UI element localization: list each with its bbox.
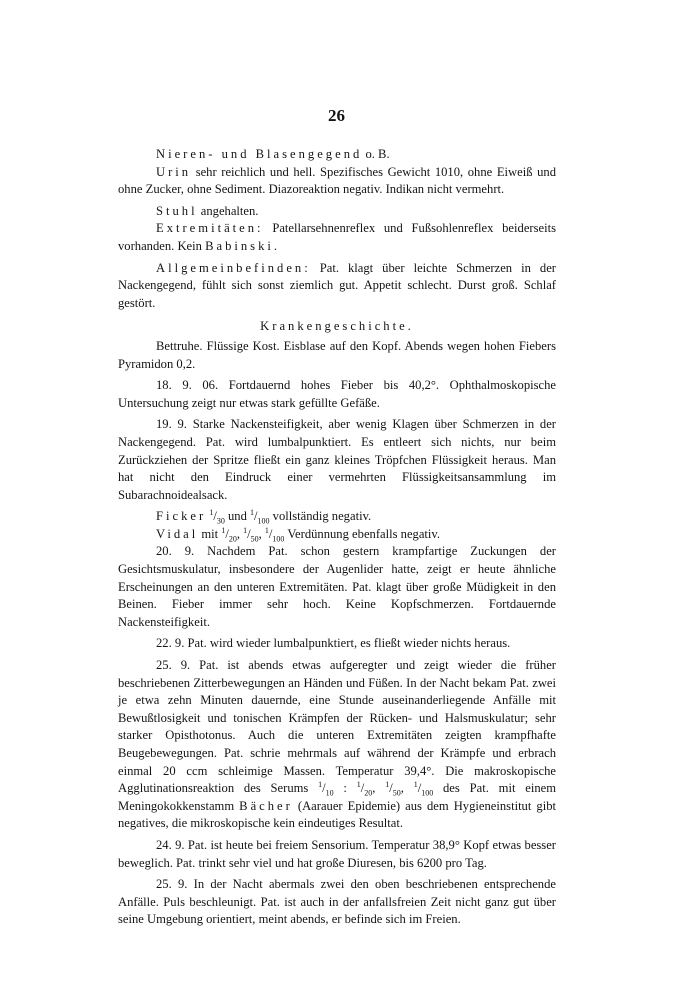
- paragraph-text: und: [224, 509, 251, 524]
- separator: ,: [236, 526, 244, 541]
- fraction: $^1/_{20}$: [356, 780, 373, 798]
- spaced-term: Babinski: [205, 238, 274, 253]
- paragraph-25-9-b: 25. 9. In der Nacht abermals zwei den oben beschriebenen entsprechende Anfälle. Puls beschleunigt. Pat. ist auch in der anfallsfreien Zeit nicht ganz gut über seine Umgebung orientiert, meint abends, er befinde sich im Freien.: [118, 877, 556, 927]
- separator: ,: [258, 526, 265, 541]
- fraction: $^1/_{10}$: [318, 780, 334, 798]
- paragraph-text: .: [273, 238, 278, 253]
- paragraph-20-9: 20. 9. Nachdem Pat. schon gestern krampfartige Zuckungen der Gesichtsmuskulatur, insbesondere der Augenlider hatte, zeigt er heute ähnliche Erscheinungen an den unteren Extremitäten. Pat. klagt über große Müdigkeit in den Beinen. Fieber immer sehr hoch. Keine Kopfschmerzen. Fortdauernde Nackensteifigkeit.: [118, 544, 556, 629]
- fraction-numerator: 1: [356, 780, 361, 789]
- spaced-term: Bächer: [239, 798, 293, 813]
- fraction-denominator: 20: [364, 788, 373, 798]
- paragraph-bettruhe: Bettruhe. Flüssige Kost. Eisblase auf den Kopf. Abends wegen hohen Fiebers Pyramidon 0,2.: [118, 338, 556, 371]
- spaced-term: Extremitäten:: [156, 221, 264, 236]
- paragraph-ficker: [118, 508, 556, 526]
- fraction: $^1/_{50}$: [243, 525, 259, 544]
- page-body: [118, 146, 556, 929]
- fraction-numerator: 1: [318, 780, 323, 789]
- page-number: 26: [328, 106, 345, 125]
- fraction: $^1/_{20}$: [221, 525, 237, 544]
- fraction: $^1/_{100}$: [264, 525, 285, 544]
- fraction-numerator: 1: [221, 525, 226, 535]
- fraction-numerator: 1: [264, 525, 269, 535]
- paragraph-text: Verdünnung ebenfalls negativ.: [284, 526, 441, 541]
- spaced-term: Allgemeinbefinden:: [156, 260, 311, 275]
- paragraph-22-9: 22. 9. Pat. wird wieder lumbalpunktiert, es fließt wieder nichts heraus.: [156, 636, 511, 651]
- paragraph-25-9-a: [118, 657, 556, 833]
- separator: ,: [400, 781, 414, 796]
- fraction-denominator: 20: [228, 534, 237, 544]
- fraction-numerator: 1: [243, 525, 248, 535]
- paragraph-text: sehr reichlich und hell. Spezifisches Gewicht 1010, ohne Eiweiß und ohne Zucker, ohne Sediment. Diazoreaktion negativ. Indikan nicht vermehrt.: [118, 164, 556, 197]
- paragraph-text: o. B.: [362, 147, 390, 161]
- fraction: $^1/_{50}$: [385, 780, 401, 798]
- paragraph-text: des Pat. mit einem Meningokokkenstamm: [118, 781, 557, 813]
- paragraph-urin: [118, 164, 556, 199]
- paragraph-text: 25. 9. Pat. ist abends etwas aufgeregter und zeigt wieder die früher beschriebenen Zitterbewegungen an Händen und Füßen. In der Nacht bekam Pat. zwei je etwa zehn Minuten dauernde, eine Stunde auseinanderliegende Anfälle mit Bewußtlosigkeit und tonischen Krämpfen der Rücken- und Halsmuskulatur; sehr starker Opisthotonus. Auch die unteren Extremitäten zeigten krampfhafte Beugebewegungen. Pat. schrie mehrmals auf während der Krämpfe und erbrach einmal 20 ccm schleimige Massen. Temperatur 39,4°. Die makroskopische Agglutinationsreaktion des Serums: [118, 658, 556, 796]
- section-heading: Krankengeschichte.: [260, 319, 414, 334]
- paragraph-text: (Aarauer Epidemie) aus dem Hygieneinstitut gibt negatives, die mikroskopische kein eindeutiges Resultat.: [118, 798, 556, 831]
- fraction-denominator: 30: [216, 516, 225, 526]
- paragraph-extremitaeten: [118, 220, 556, 255]
- spaced-term: Nieren- und Blasengegend: [156, 147, 363, 161]
- fraction-denominator: 100: [272, 534, 285, 544]
- spaced-term: Urin: [156, 164, 192, 179]
- fraction-denominator: 100: [421, 788, 434, 798]
- fraction-denominator: 10: [325, 788, 334, 798]
- paragraph-text: vollständig negativ.: [269, 509, 372, 524]
- fraction-denominator: 100: [257, 516, 270, 526]
- fraction: $^1/_{100}$: [250, 508, 270, 526]
- fraction: $^1/_{100}$: [413, 780, 434, 798]
- paragraph-19-9: 19. 9. Starke Nackensteifigkeit, aber wenig Klagen über Schmerzen in der Nackengegend. Pat. wird lumbalpunktiert. Es entleert sich nichts, nur beim Zurückziehen der Spritze fließt ein ganz kleines Tröpfchen Flüssigkeit heraus. Man hat nicht den Eindruck einer vermehrten Flüssigkeitsansammlung im Subarachnoidealsack.: [118, 417, 556, 502]
- paragraph-24-9: 24. 9. Pat. ist heute bei freiem Sensorium. Temperatur 38,9° Kopf etwas besser beweglich. Pat. trinkt sehr viel und hat große Diuresen, bis 6200 pro Tag.: [118, 837, 556, 870]
- paragraph-nieren: [118, 146, 556, 164]
- paragraph-stuhl: [118, 203, 556, 221]
- fraction-numerator: 1: [250, 508, 255, 518]
- fraction-denominator: 50: [392, 788, 401, 798]
- paragraph-allgemeinbefinden: [118, 260, 556, 313]
- spaced-term: Ficker: [156, 509, 207, 524]
- fraction: $^1/_{30}$: [209, 508, 225, 526]
- paragraph-text: mit: [198, 526, 222, 541]
- paragraph-18-9: 18. 9. 06. Fortdauernd hohes Fieber bis 40,2°. Ophthalmoskopische Untersuchung zeigt nur etwas stark gefüllte Gefäße.: [118, 378, 556, 410]
- fraction-numerator: 1: [413, 780, 418, 789]
- paragraph-vidal: [118, 526, 556, 544]
- spaced-term: Stuhl: [156, 203, 198, 218]
- fraction-denominator: 50: [250, 534, 259, 544]
- separator: :: [333, 781, 357, 796]
- paragraph-text: Pat. klagt über leichte Schmerzen in der Nackengegend, fühlt sich sonst ziemlich gut. Appetit schlecht. Durst groß. Schlaf gestört.: [118, 260, 556, 310]
- separator: ,: [372, 781, 386, 796]
- spaced-term: Vidal: [156, 526, 199, 541]
- paragraph-text: angehalten.: [197, 203, 259, 218]
- fraction-numerator: 1: [385, 780, 390, 789]
- fraction-numerator: 1: [209, 508, 214, 518]
- paragraph-text: Patellarsehnenreflex und Fußsohlenreflex beiderseits vorhanden. Kein: [118, 221, 556, 253]
